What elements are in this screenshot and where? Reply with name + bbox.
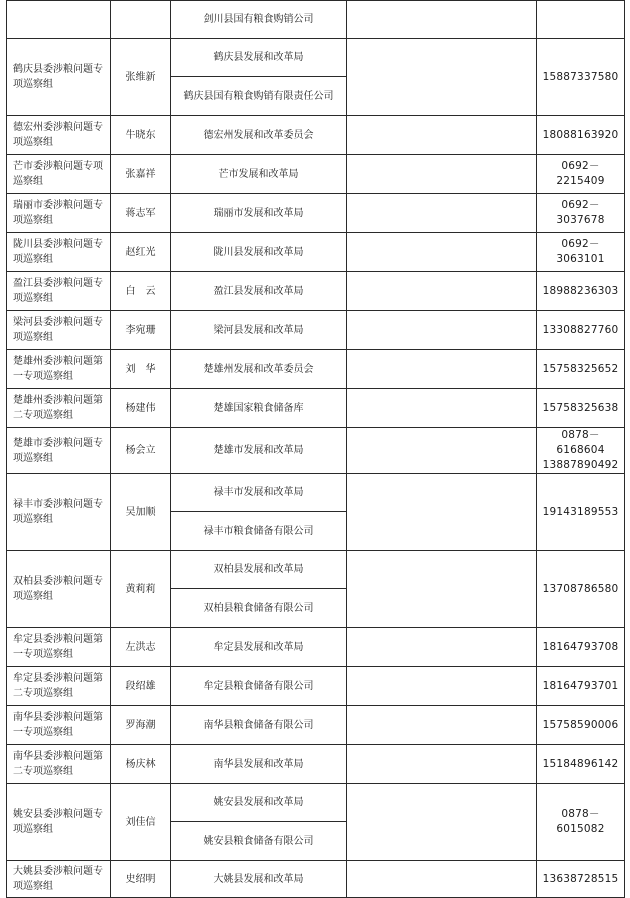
unit-cell: 楚雄州发展和改革委员会 [171,350,347,389]
phone-cell: 0692－2215409 [537,155,625,194]
blank-cell [347,272,537,311]
leader-cell: 李宛珊 [111,311,171,350]
table-row [7,428,625,474]
phone-cell: 18164793701 [537,667,625,706]
unit-cell: 鹤庆县国有粮食购销有限责任公司 [171,77,347,116]
blank-cell [347,233,537,272]
leader-cell [111,1,171,39]
phone-cell: 15184896142 [537,745,625,784]
table-row [7,861,625,898]
leader-cell: 吴加顺 [111,474,171,551]
blank-cell [347,745,537,784]
blank-cell [347,116,537,155]
blank-cell [347,706,537,745]
blank-cell [347,311,537,350]
phone-cell: 13638728515 [537,861,625,898]
unit-cell: 牟定县发展和改革局 [171,628,347,667]
blank-cell [347,155,537,194]
leader-cell: 刘 华 [111,350,171,389]
phone-cell: 15758325638 [537,389,625,428]
phone-cell: 0878－6015082 [537,784,625,861]
phone-cell: 0878－6168604 13887890492 [537,428,625,474]
unit-cell: 楚雄国家粮食储备库 [171,389,347,428]
group-name-cell: 大姚县委涉粮问题专项巡察组 [7,861,111,898]
unit-cell: 双柏县粮食储备有限公司 [171,589,347,628]
leader-cell: 左洪志 [111,628,171,667]
unit-cell: 鹤庆县发展和改革局 [171,39,347,77]
leader-cell: 牛晓东 [111,116,171,155]
group-name-cell: 双柏县委涉粮问题专项巡察组 [7,551,111,628]
phone-cell: 18088163920 [537,116,625,155]
blank-cell [347,428,537,474]
group-name-cell: 楚雄州委涉粮问题第二专项巡察组 [7,389,111,428]
phone-cell: 15758590006 [537,706,625,745]
blank-cell [347,389,537,428]
blank-cell [347,474,537,551]
leader-cell: 张维新 [111,39,171,116]
unit-cell: 南华县发展和改革局 [171,745,347,784]
phone-cell: 0692－3063101 [537,233,625,272]
unit-cell: 梁河县发展和改革局 [171,311,347,350]
group-name-cell: 楚雄市委涉粮问题专项巡察组 [7,428,111,474]
leader-cell: 赵红光 [111,233,171,272]
group-name-cell: 鹤庆县委涉粮问题专项巡察组 [7,39,111,116]
table-row [7,474,625,512]
group-name-cell: 盈江县委涉粮问题专项巡察组 [7,272,111,311]
leader-cell: 杨庆林 [111,745,171,784]
leader-cell: 蒋志军 [111,194,171,233]
blank-cell [347,784,537,861]
unit-cell: 盈江县发展和改革局 [171,272,347,311]
table-body [7,1,625,898]
unit-cell: 瑞丽市发展和改革局 [171,194,347,233]
unit-cell: 德宏州发展和改革委员会 [171,116,347,155]
leader-cell: 白 云 [111,272,171,311]
leader-cell: 罗海潮 [111,706,171,745]
table-row [7,350,625,389]
table-row [7,194,625,233]
blank-cell [347,39,537,116]
phone-cell: 0692－3037678 [537,194,625,233]
table-row [7,628,625,667]
unit-cell: 陇川县发展和改革局 [171,233,347,272]
group-name-cell: 芒市委涉粮问题专项巡察组 [7,155,111,194]
group-name-cell: 南华县委涉粮问题第二专项巡察组 [7,745,111,784]
group-name-cell: 陇川县委涉粮问题专项巡察组 [7,233,111,272]
unit-cell: 姚安县粮食储备有限公司 [171,822,347,861]
table-row [7,745,625,784]
table-row [7,272,625,311]
table-row [7,233,625,272]
table-row [7,784,625,822]
group-name-cell [7,1,111,39]
leader-cell: 段绍雄 [111,667,171,706]
group-name-cell: 禄丰市委涉粮问题专项巡察组 [7,474,111,551]
blank-cell [347,350,537,389]
table-row [7,155,625,194]
leader-cell: 杨会立 [111,428,171,474]
group-name-cell: 梁河县委涉粮问题专项巡察组 [7,311,111,350]
group-name-cell: 楚雄州委涉粮问题第一专项巡察组 [7,350,111,389]
unit-cell: 芒市发展和改革局 [171,155,347,194]
phone-cell: 15758325652 [537,350,625,389]
table-row [7,116,625,155]
group-name-cell: 德宏州委涉粮问题专项巡察组 [7,116,111,155]
unit-cell: 禄丰市发展和改革局 [171,474,347,512]
phone-cell: 18988236303 [537,272,625,311]
blank-cell [347,194,537,233]
table-row [7,39,625,77]
unit-cell: 南华县粮食储备有限公司 [171,706,347,745]
table-row [7,311,625,350]
table-row [7,389,625,428]
unit-cell: 大姚县发展和改革局 [171,861,347,898]
table-row [7,667,625,706]
blank-cell [347,1,537,39]
unit-cell: 禄丰市粮食储备有限公司 [171,512,347,551]
phone-cell: 13708786580 [537,551,625,628]
unit-cell: 姚安县发展和改革局 [171,784,347,822]
table-row [7,551,625,589]
unit-cell: 双柏县发展和改革局 [171,551,347,589]
phone-cell: 15887337580 [537,39,625,116]
blank-cell [347,551,537,628]
leader-cell: 刘佳信 [111,784,171,861]
table-row [7,1,625,39]
leader-cell: 杨建伟 [111,389,171,428]
leader-cell: 史绍明 [111,861,171,898]
leader-cell: 张嘉祥 [111,155,171,194]
unit-cell: 牟定县粮食储备有限公司 [171,667,347,706]
unit-cell: 剑川县国有粮食购销公司 [171,1,347,39]
phone-cell: 19143189553 [537,474,625,551]
table-row [7,706,625,745]
phone-cell: 13308827760 [537,311,625,350]
group-name-cell: 瑞丽市委涉粮问题专项巡察组 [7,194,111,233]
leader-cell: 黄莉莉 [111,551,171,628]
group-name-cell: 牟定县委涉粮问题第一专项巡察组 [7,628,111,667]
unit-cell: 楚雄市发展和改革局 [171,428,347,474]
inspection-contact-table [6,0,625,898]
blank-cell [347,667,537,706]
blank-cell [347,861,537,898]
group-name-cell: 南华县委涉粮问题第一专项巡察组 [7,706,111,745]
group-name-cell: 姚安县委涉粮问题专项巡察组 [7,784,111,861]
phone-cell [537,1,625,39]
phone-cell: 18164793708 [537,628,625,667]
blank-cell [347,628,537,667]
group-name-cell: 牟定县委涉粮问题第二专项巡察组 [7,667,111,706]
